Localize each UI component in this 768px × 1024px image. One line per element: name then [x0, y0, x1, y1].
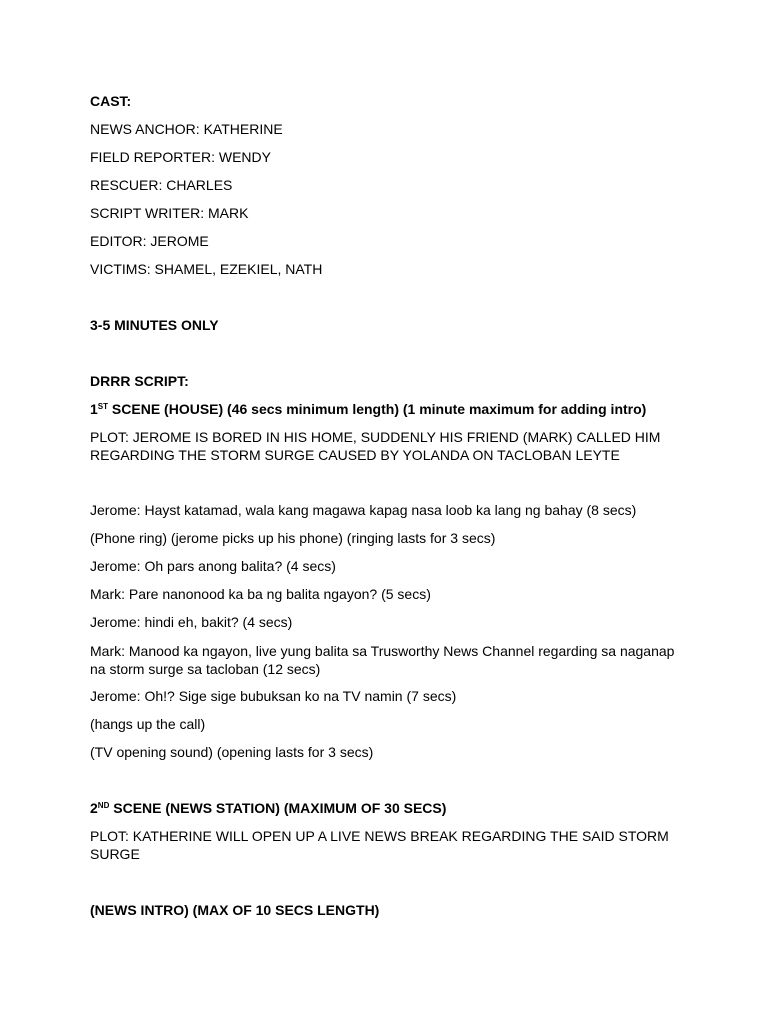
script-line: Jerome: Oh pars anong balita? (4 secs) — [90, 558, 336, 574]
scene1-heading — [90, 400, 690, 418]
cast-member: FIELD REPORTER: WENDY — [90, 149, 271, 165]
script-line: (Phone ring) (jerome picks up his phone) (ringing lasts for 3 secs) — [90, 530, 496, 546]
news-intro-heading: (NEWS INTRO) (MAX OF 10 SECS LENGTH) — [90, 902, 380, 918]
scene2-heading — [90, 799, 690, 817]
scene2-number: 2 — [90, 800, 98, 816]
stage-direction: (TV opening sound) (opening lasts for 3 secs) — [90, 744, 374, 760]
scene2-ordinal: ND — [97, 801, 110, 810]
script-line: Mark: Pare nanonood ka ba ng balita ngayon? (5 secs) — [90, 586, 431, 602]
scene2-plot: PLOT: KATHERINE WILL OPEN UP A LIVE NEWS BREAK REGARDING THE SAID STORM SURGE — [90, 828, 673, 862]
script-line: Jerome: Oh!? Sige sige bubuksan ko na TV namin (7 secs) — [90, 688, 457, 704]
scene2-title: SCENE (NEWS STATION) (MAXIMUM OF 30 SECS) — [109, 800, 447, 816]
script-line: Mark: Manood ka ngayon, live yung balita sa Trusworthy News Channel regarding sa naganap na storm surge sa tacloban (12 secs) — [90, 643, 679, 677]
cast-heading: CAST: — [90, 93, 132, 109]
scene1-title: SCENE (HOUSE) (46 secs minimum length) (1 minute maximum for adding intro) — [108, 401, 647, 417]
scene1-ordinal: ST — [97, 402, 109, 411]
cast-member: EDITOR: JEROME — [90, 233, 209, 249]
scene1-plot: PLOT: JEROME IS BORED IN HIS HOME, SUDDENLY HIS FRIEND (MARK) CALLED HIM REGARDING THE STORM SURGE CAUSED BY YOLANDA ON TACLOBAN LEYTE — [90, 429, 665, 463]
script-heading: DRRR SCRIPT: — [90, 373, 189, 389]
script-line: Jerome: hindi eh, bakit? (4 secs) — [90, 614, 293, 630]
duration-note: 3-5 MINUTES ONLY — [90, 317, 219, 333]
cast-member: VICTIMS: SHAMEL, EZEKIEL, NATH — [90, 261, 323, 277]
scene1-number: 1 — [90, 401, 98, 417]
stage-direction: (hangs up the call) — [90, 716, 206, 732]
cast-member: NEWS ANCHOR: KATHERINE — [90, 121, 283, 137]
cast-member: RESCUER: CHARLES — [90, 177, 233, 193]
cast-member: SCRIPT WRITER: MARK — [90, 205, 249, 221]
script-line: Jerome: Hayst katamad, wala kang magawa kapag nasa loob ka lang ng bahay (8 secs) — [90, 502, 637, 518]
